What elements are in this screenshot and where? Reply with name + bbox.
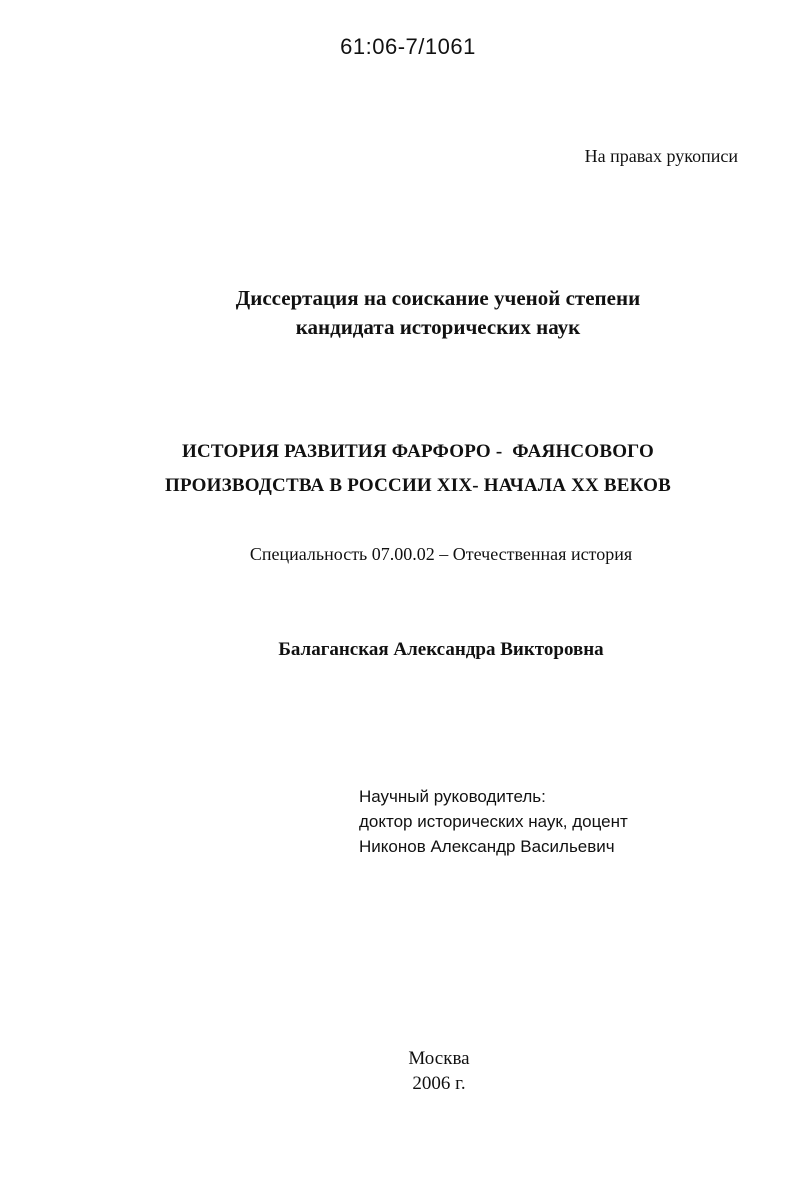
place-and-year: [0, 1046, 796, 1096]
degree-line-2: кандидата исторических наук: [295, 315, 581, 339]
author-name: Балаганская Александра Викторовна: [278, 639, 604, 660]
rights-note: На правах рукописи: [584, 146, 738, 166]
catalog-number: 61:06-7/1061: [340, 34, 476, 59]
degree-line-1: Диссертация на соискание ученой степени: [235, 286, 641, 310]
title-line-1: ИСТОРИЯ РАЗВИТИЯ ФАРФОРО - ФАЯНСОВОГО: [182, 441, 654, 462]
degree-statement: [0, 284, 796, 342]
supervisor-block: [359, 784, 628, 859]
dissertation-title: [0, 435, 796, 503]
supervisor-degree: доктор исторических наук, доцент: [359, 812, 628, 831]
supervisor-name: Никонов Александр Васильевич: [359, 837, 615, 856]
title-line-2: ПРОИЗВОДСТВА В РОССИИ XIX- НАЧАЛА XX ВЕКОВ: [165, 475, 671, 496]
specialty: Специальность 07.00.02 – Отечественная история: [249, 544, 633, 564]
city: Москва: [408, 1048, 470, 1069]
supervisor-label: Научный руководитель:: [359, 787, 546, 806]
year: 2006 г.: [412, 1073, 466, 1094]
